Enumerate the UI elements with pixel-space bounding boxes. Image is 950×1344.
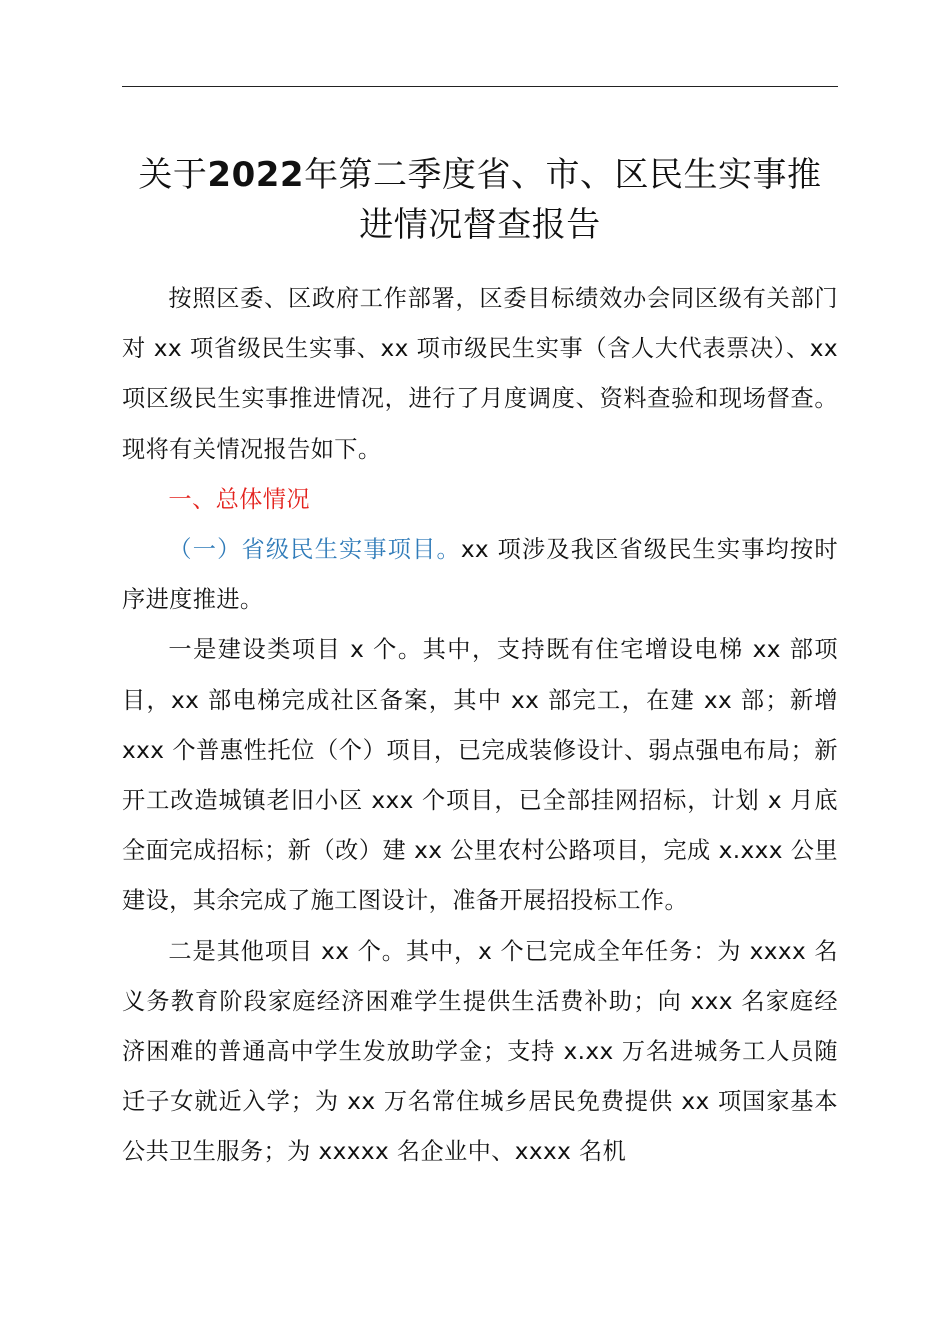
construction-projects-paragraph: 一是建设类项目 x 个。其中，支持既有住宅增设电梯 xx 部项目，xx 部电梯完成社区备案，其中 xx 部完工，在建 xx 部；新增 xxx 个普惠性托位（个）项目，已完成装修设计、弱点强电布局；新开工改造城镇老旧小区 xxx 个项目，已全部挂网招标，计划 x 月底全面完成招标；新（改）建 xx 公里农村公路项目，完成 x.xxx 公里建设，其余完成了施工图设计，准备开展招投标工作。 <box>122 636 838 915</box>
document-title <box>110 150 850 250</box>
title-line2: 进情况督查报告 <box>359 205 601 245</box>
provincial-projects-paragraph <box>122 525 838 625</box>
intro-paragraph: 按照区委、区政府工作部署，区委目标绩效办会同区级有关部门对 xx 项省级民生实事、xx 项市级民生实事（含人大代表票决）、xx 项区级民生实事推进情况，进行了月度调度、资料查验和现场督查。现将有关情况报告如下。 <box>122 285 838 463</box>
header-rule <box>122 86 838 87</box>
other-projects-paragraph: 二是其他项目 xx 个。其中，x 个已完成全年任务：为 xxxx 名义务教育阶段家庭经济困难学生提供生活费补助；向 xxx 名家庭经济困难的普通高中学生发放助学金；支持 x.xx 万名进城务工人员随迁子女就近入学；为 xx 万名常住城乡居民免费提供 xx 项国家基本公共卫生服务；为 xxxxx 名企业中、xxxx 名机 <box>122 937 838 1166</box>
title-year: 2022 <box>207 155 305 195</box>
document-body <box>122 274 838 1178</box>
provincial-projects-text: xx 项涉及我区省级民生实事均按时序进度推进。 <box>122 536 838 614</box>
title-prefix: 关于 <box>138 155 208 195</box>
section-heading-overall: 一、总体情况 <box>168 485 310 513</box>
title-line1-rest: 年第二季度省、市、区民生实事推 <box>304 155 822 195</box>
subsection-heading-provincial: （一）省级民生实事项目。 <box>168 536 461 564</box>
